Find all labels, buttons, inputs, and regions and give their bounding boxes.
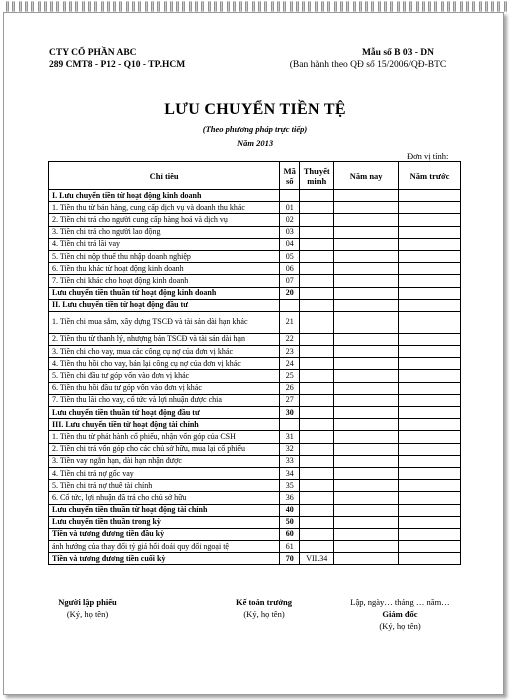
row-note [300,333,334,345]
row-code: 50 [280,516,300,528]
row-note [300,407,334,419]
row-previous-value [399,504,461,516]
row-code: 05 [280,250,300,262]
table-row [49,311,461,333]
row-note [300,504,334,516]
row-current-value [334,394,399,406]
preparer-hint: (Ký, họ tên) [66,609,109,619]
row-label: Lưu chuyển tiền thuần trong kỳ [49,516,280,528]
row-label: 3. Tiền vay ngắn hạn, dài hạn nhận được [49,455,280,467]
row-code: 60 [280,528,300,540]
row-label: 1. Tiền thu từ bán hàng, cung cấp dịch vụ và doanh thu khác [49,202,280,214]
row-label: 4. Tiền thu hồi cho vay, bán lại công cụ nợ của đơn vị khác [49,358,280,370]
accountant-role: Kế toán trưởng [235,597,293,607]
signature-director [340,596,460,632]
row-current-value [334,492,399,504]
row-note [300,528,334,540]
director-date-line: Lập, ngày… tháng … năm… [350,597,450,607]
row-code: 27 [280,394,300,406]
row-code [280,299,300,311]
row-note [300,214,334,226]
table-row [49,407,461,419]
row-label: 4. Tiền chi trả nợ gốc vay [49,467,280,479]
cash-flow-table [48,161,461,565]
table-row [49,190,461,202]
row-note [300,516,334,528]
report-year: Năm 2013 [236,138,274,148]
row-note [300,358,334,370]
table-row [49,299,461,311]
table-row [49,370,461,382]
row-label: 3. Tiền chi cho vay, mua các công cụ nợ của đơn vị khác [49,346,280,358]
row-previous-value [399,382,461,394]
table-row [49,275,461,287]
row-label: 1. Tiền chi mua sắm, xây dựng TSCĐ và tài sản dài hạn khác [49,311,280,333]
row-note [300,190,334,202]
row-label: Tiền và tương đương tiền đầu kỳ [49,528,280,540]
table-row [49,516,461,528]
row-note [300,443,334,455]
row-current-value [334,275,399,287]
row-label: 7. Tiền chi khác cho hoạt động kinh doanh [49,275,280,287]
row-previous-value [399,431,461,443]
row-note [300,394,334,406]
row-previous-value [399,287,461,299]
row-label: Lưu chuyển tiền thuần từ hoạt động đầu tư [49,407,280,419]
row-label: 6. Tiền thu khác từ hoạt động kinh doanh [49,263,280,275]
row-previous-value [399,541,461,553]
row-code: 02 [280,214,300,226]
row-label: 1. Tiền thu từ phát hành cổ phiếu, nhận vốn góp của CSH [49,431,280,443]
row-code: 06 [280,263,300,275]
row-current-value [334,504,399,516]
row-previous-value [399,407,461,419]
table-row [49,238,461,250]
row-previous-value [399,516,461,528]
row-code: 22 [280,333,300,345]
row-code: 33 [280,455,300,467]
row-previous-value [399,333,461,345]
row-current-value [334,299,399,311]
row-label: III. Lưu chuyển tiền từ hoạt động tài chính [49,419,280,431]
row-previous-value [399,226,461,238]
currency-unit-label: Đơn vị tính: [407,151,449,161]
row-previous-value [399,553,461,565]
row-code: 03 [280,226,300,238]
row-code: 34 [280,467,300,479]
row-current-value [334,382,399,394]
row-label: 2. Tiền chi trả vốn góp cho các chủ sở hữu, mua lại cổ phiếu [49,443,280,455]
row-label: 5. Tiền chi trả nợ thuê tài chính [49,480,280,492]
row-current-value [334,480,399,492]
row-current-value [334,541,399,553]
row-previous-value [399,346,461,358]
row-note [300,202,334,214]
row-current-value [334,238,399,250]
row-code: 23 [280,346,300,358]
row-previous-value [399,455,461,467]
row-previous-value [399,528,461,540]
table-row [49,394,461,406]
table-row [49,333,461,345]
row-code: 24 [280,358,300,370]
form-header [268,47,468,71]
table-row [49,504,461,516]
row-current-value [334,370,399,382]
row-current-value [334,528,399,540]
row-previous-value [399,370,461,382]
row-current-value [334,358,399,370]
row-previous-value [399,263,461,275]
row-previous-value [399,202,461,214]
form-decree: (Ban hành theo QĐ số 15/2006/QĐ-BTC [289,60,447,70]
row-current-value [334,443,399,455]
row-code: 32 [280,443,300,455]
row-note [300,250,334,262]
row-note [300,311,334,333]
row-note [300,467,334,479]
row-note [300,492,334,504]
row-label: Lưu chuyển tiền thuần từ hoạt động tài chính [49,504,280,516]
header-code: Mã số [280,162,300,190]
row-note [300,263,334,275]
row-previous-value [399,443,461,455]
company-address: 289 CMT8 - P12 - Q10 - TP.HCM [49,60,186,70]
table-row [49,443,461,455]
accountant-hint: (Ký, họ tên) [243,609,285,619]
row-label: 6. Tiền thu hồi đầu tư góp vốn vào đơn vị khác [49,382,280,394]
table-row [49,467,461,479]
row-note [300,238,334,250]
row-label: 2. Tiền chi trả cho người cung cấp hàng hoá và dịch vụ [49,214,280,226]
table-row [49,431,461,443]
table-row [49,455,461,467]
table-row [49,419,461,431]
row-previous-value [399,250,461,262]
row-label: II. Lưu chuyển tiền từ hoạt động đầu tư [49,299,280,311]
table-row [49,346,461,358]
table-row [49,214,461,226]
table-row [49,250,461,262]
company-header [49,47,185,71]
row-current-value [334,226,399,238]
row-note [300,370,334,382]
table-row [49,553,461,565]
row-previous-value [399,275,461,287]
row-current-value [334,553,399,565]
row-current-value [334,190,399,202]
row-code: 31 [280,431,300,443]
header-item: Chỉ tiêu [49,162,280,190]
row-note: VII.34 [300,553,334,565]
row-note [300,455,334,467]
header-current-year: Năm nay [334,162,399,190]
row-current-value [334,516,399,528]
row-code: 01 [280,202,300,214]
row-code: 40 [280,504,300,516]
row-note [300,287,334,299]
table-row [49,382,461,394]
signature-preparer [50,596,125,620]
row-current-value [334,263,399,275]
row-code: 36 [280,492,300,504]
table-row [49,541,461,553]
row-code: 35 [280,480,300,492]
row-code [280,419,300,431]
table-body [49,190,461,565]
row-previous-value [399,358,461,370]
row-label: 2. Tiền thu từ thanh lý, nhượng bán TSCĐ và tài sản dài hạn [49,333,280,345]
row-note [300,419,334,431]
row-note [300,275,334,287]
company-name: CTY CỔ PHẦN ABC [49,48,137,58]
row-code: 07 [280,275,300,287]
row-code: 04 [280,238,300,250]
row-code [280,190,300,202]
row-previous-value [399,311,461,333]
row-label: Tiền và tương đương tiền cuối kỳ [49,553,280,565]
row-previous-value [399,238,461,250]
row-current-value [334,311,399,333]
row-code: 30 [280,407,300,419]
row-previous-value [399,190,461,202]
report-title: LƯU CHUYỂN TIỀN TỆ [164,101,346,118]
row-label: 5. Tiền chi nộp thuế thu nhập doanh nghiệp [49,250,280,262]
report-method: (Theo phương pháp trực tiếp) [202,124,308,134]
director-hint: (Ký, họ tên) [379,621,421,631]
row-previous-value [399,492,461,504]
row-current-value [334,202,399,214]
row-previous-value [399,419,461,431]
row-note [300,541,334,553]
table-row [49,492,461,504]
row-previous-value [399,480,461,492]
row-code: 61 [280,541,300,553]
row-note [300,346,334,358]
row-current-value [334,455,399,467]
row-label: 5. Tiền chi đầu tư góp vốn vào đơn vị khác [49,370,280,382]
row-previous-value [399,467,461,479]
row-current-value [334,333,399,345]
header-previous-year: Năm trước [399,162,461,190]
table-row [49,226,461,238]
row-note [300,480,334,492]
table-row [49,263,461,275]
row-label: 4. Tiền chi trả lãi vay [49,238,280,250]
row-code: 20 [280,287,300,299]
row-current-value [334,407,399,419]
table-row [49,528,461,540]
row-label: 6. Cổ tức, lợi nhuận đã trả cho chủ sở hữu [49,492,280,504]
table-row [49,287,461,299]
row-current-value [334,431,399,443]
table-row [49,480,461,492]
row-current-value [334,346,399,358]
row-label: I. Lưu chuyển tiền từ hoạt động kinh doanh [49,190,280,202]
row-label: Lưu chuyển tiền thuần từ hoạt động kinh doanh [49,287,280,299]
row-current-value [334,214,399,226]
form-number: Mẫu số B 03 - DN [361,48,435,58]
row-previous-value [399,299,461,311]
row-label: 3. Tiền chi trả cho người lao động [49,226,280,238]
table-row [49,358,461,370]
row-note [300,299,334,311]
signature-accountant [224,596,304,620]
row-previous-value [399,214,461,226]
row-label: 7. Tiền thu lãi cho vay, cổ tức và lợi nhuận được chia [49,394,280,406]
row-note [300,431,334,443]
row-code: 25 [280,370,300,382]
row-current-value [334,467,399,479]
row-label: ảnh hưởng của thay đổi tỷ giá hối đoái quy đổi ngoại tệ [49,541,280,553]
row-code: 21 [280,311,300,333]
row-current-value [334,287,399,299]
row-previous-value [399,394,461,406]
row-current-value [334,250,399,262]
table-row [49,202,461,214]
row-note [300,382,334,394]
row-code: 26 [280,382,300,394]
header-note: Thuyết minh [300,162,334,190]
row-code: 70 [280,553,300,565]
row-current-value [334,419,399,431]
table-header-row [49,162,461,190]
director-role: Giám đốc [382,609,418,619]
row-note [300,226,334,238]
preparer-role: Người lập phiếu [58,597,117,607]
